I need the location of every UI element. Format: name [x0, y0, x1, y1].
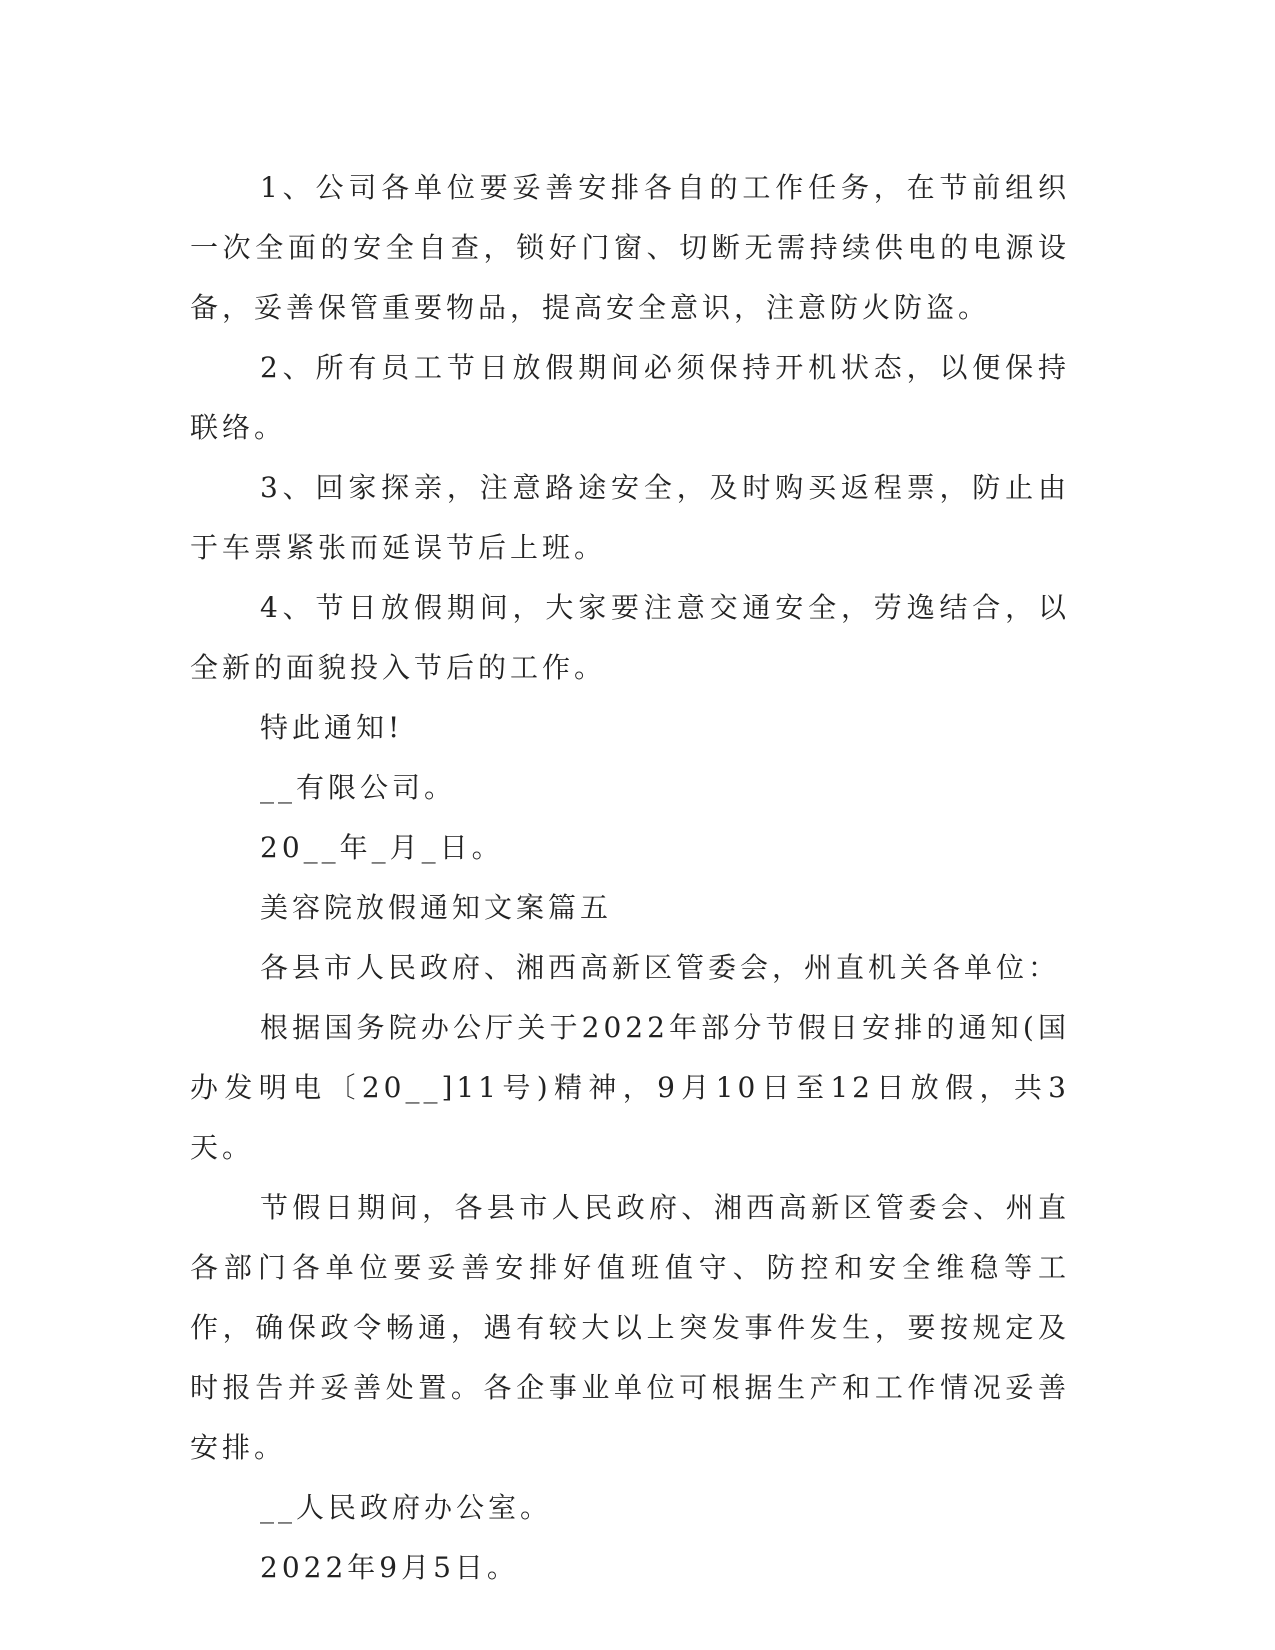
company-signature: __有限公司。: [260, 771, 457, 804]
notice-basis-paragraph: 根据国务院办公厅关于2022年部分节假日安排的通知(国办发明电〔20__]11号)精神，9月10日至12日放假，共3天。: [190, 1011, 1070, 1164]
section-title: 美容院放假通知文案篇五: [260, 891, 613, 924]
office-signature: __人民政府办公室。: [260, 1491, 553, 1524]
recipient-line: 各县市人民政府、湘西高新区管委会，州直机关各单位：: [260, 951, 1061, 984]
notice-duty-paragraph: 节假日期间，各县市人民政府、湘西高新区管委会、州直各部门各单位要妥善安排好值班值守、防控和安全维稳等工作，确保政令畅通，遇有较大以上突发事件发生，要按规定及时报告并妥善处置。各企事业单位可根据生产和工作情况妥善安排。: [190, 1191, 1070, 1464]
paragraph-item-4: 4、节日放假期间，大家要注意交通安全，劳逸结合，以全新的面貌投入节后的工作。: [190, 591, 1070, 684]
notice-date: 2022年9月5日。: [260, 1551, 519, 1584]
date-line: 20__年_月_日。: [260, 831, 504, 864]
paragraph-item-2: 2、所有员工节日放假期间必须保持开机状态，以便保持联络。: [190, 351, 1070, 444]
closing-notice: 特此通知!: [260, 711, 404, 744]
paragraph-item-3: 3、回家探亲，注意路途安全，及时购买返程票，防止由于车票紧张而延误节后上班。: [190, 471, 1070, 564]
document-body: [190, 158, 1070, 1598]
paragraph-item-1: 1、公司各单位要妥善安排各自的工作任务，在节前组织一次全面的安全自查，锁好门窗、切断无需持续供电的电源设备，妥善保管重要物品，提高安全意识，注意防火防盗。: [190, 171, 1070, 324]
